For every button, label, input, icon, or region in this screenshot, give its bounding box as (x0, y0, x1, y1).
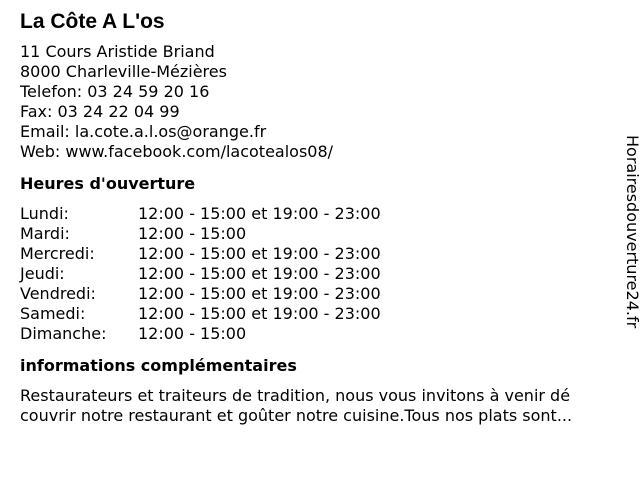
address-line-1: 11 Cours Aristide Briand (20, 42, 215, 61)
heading-gap (20, 194, 620, 204)
hours-row-saturday (20, 304, 620, 324)
hours-row-friday (20, 284, 620, 304)
business-card (20, 10, 620, 426)
hours-day-label: Mardi: (20, 224, 70, 243)
hours-day-label: Lundi: (20, 204, 69, 223)
info-text (20, 386, 624, 426)
hours-time-value: 12:00 - 15:00 et 19:00 - 23:00 (138, 204, 381, 223)
hours-day-label: Mercredi: (20, 244, 95, 263)
info-heading: informations complémentaires (20, 356, 297, 375)
hours-time-value: 12:00 - 15:00 (138, 324, 247, 343)
website-line: Web: www.facebook.com/lacotealos08/ (20, 142, 334, 161)
business-name: La Côte A L'os (20, 10, 165, 33)
hours-row-wednesday (20, 244, 620, 264)
info-line-1: Restaurateurs et traiteurs de tradition, nous vous invitons à venir dé (20, 386, 571, 405)
hours-row-monday (20, 204, 620, 224)
info-gap (20, 376, 620, 386)
hours-day-label: Vendredi: (20, 284, 96, 303)
hours-time-value: 12:00 - 15:00 et 19:00 - 23:00 (138, 264, 381, 283)
hours-time-value: 12:00 - 15:00 (138, 224, 247, 243)
hours-day-label: Jeudi: (20, 264, 65, 283)
hours-time-value: 12:00 - 15:00 et 19:00 - 23:00 (138, 244, 381, 263)
hours-row-sunday (20, 324, 620, 344)
address-line-2: 8000 Charleville-Mézières (20, 62, 227, 81)
hours-row-tuesday (20, 224, 620, 244)
hours-time-value: 12:00 - 15:00 et 19:00 - 23:00 (138, 284, 381, 303)
site-watermark: Horairesdouverture24.fr (623, 135, 642, 329)
hours-heading: Heures d'ouverture (20, 174, 196, 193)
fax-line: Fax: 03 24 22 04 99 (20, 102, 180, 121)
email-line: Email: la.cote.a.l.os@orange.fr (20, 122, 267, 141)
hours-day-label: Samedi: (20, 304, 86, 323)
hours-day-label: Dimanche: (20, 324, 107, 343)
info-line-2: couvrir notre restaurant et goûter notre cuisine.Tous nos plats sont... (20, 406, 573, 425)
phone-line: Telefon: 03 24 59 20 16 (20, 82, 210, 101)
hours-time-value: 12:00 - 15:00 et 19:00 - 23:00 (138, 304, 381, 323)
hours-row-thursday (20, 264, 620, 284)
